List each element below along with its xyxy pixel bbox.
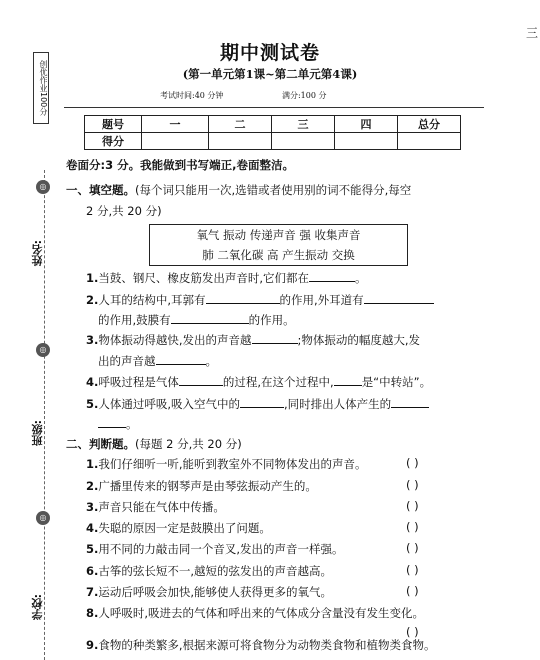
- question-number: 6.: [86, 564, 99, 578]
- question-number: 1.: [86, 457, 99, 471]
- question-text: 。: [205, 354, 217, 368]
- question-text: 失聪的原因一定是鼓膜出了问题。: [98, 521, 271, 535]
- binding-hole-icon: ◎: [36, 343, 50, 357]
- section2-heading: 二、判断题。: [66, 437, 135, 451]
- word-bank: [149, 224, 408, 266]
- question-text: 运动后呼吸会加快,能够使人获得更多的氧气。: [98, 585, 333, 599]
- judge-item-9: [86, 637, 436, 653]
- judge-item-4: [86, 520, 271, 536]
- question-text: 出的声音越: [98, 354, 156, 368]
- binding-hole-icon: ◎: [36, 511, 50, 525]
- answer-paren[interactable]: ( ): [406, 541, 419, 555]
- answer-blank[interactable]: [156, 353, 206, 365]
- question-3-cont: [98, 353, 217, 369]
- answer-paren[interactable]: ( ): [406, 478, 419, 492]
- section2-header: [66, 436, 242, 452]
- question-number: 5.: [86, 397, 99, 411]
- class-label: 班级:: [31, 420, 44, 447]
- section1-instruction-cont: 2 分,共 20 分): [86, 204, 162, 218]
- score-table-header-row: [85, 116, 461, 133]
- score-cell[interactable]: [209, 133, 272, 150]
- question-text: 的过程,在这个过程中,: [222, 375, 334, 389]
- question-text: 用不同的力敲击同一个音叉,发出的声音一样强。: [98, 542, 344, 556]
- question-4: [86, 374, 431, 390]
- answer-blank[interactable]: [179, 374, 223, 386]
- table-cell: 总分: [398, 116, 461, 133]
- question-number: 8.: [86, 606, 99, 620]
- section1-heading: 一、填空题。: [66, 183, 135, 197]
- name-label: 姓名:: [31, 240, 44, 267]
- question-text: 的作用,鼓膜有: [98, 313, 171, 327]
- question-text: 当鼓、钢尺、橡皮筋发出声音时,它们都在: [98, 271, 310, 285]
- question-text: 呼吸过程是气体: [98, 375, 179, 389]
- answer-blank[interactable]: [364, 292, 434, 304]
- question-5: [86, 396, 429, 412]
- question-text: ;物体振动的幅度越大,发: [297, 333, 421, 347]
- question-number: 7.: [86, 585, 99, 599]
- table-cell: 三: [272, 116, 335, 133]
- answer-paren[interactable]: ( ): [406, 520, 419, 534]
- section1-header: [66, 182, 411, 198]
- answer-paren[interactable]: ( ): [406, 456, 419, 470]
- answer-blank[interactable]: [391, 396, 429, 408]
- answer-blank[interactable]: [171, 312, 249, 324]
- page-title: 期中测试卷: [219, 42, 320, 64]
- judge-item-3: [86, 499, 225, 515]
- judge-item-8: [86, 605, 424, 621]
- question-number: 5.: [86, 542, 99, 556]
- school-label: 学校:: [31, 594, 44, 621]
- answer-blank[interactable]: [334, 374, 362, 386]
- question-number: 2.: [86, 293, 99, 307]
- score-cell[interactable]: [335, 133, 398, 150]
- judge-item-1: [86, 456, 367, 472]
- question-2: [86, 292, 434, 308]
- question-5-cont: [98, 416, 138, 432]
- answer-paren[interactable]: ( ): [406, 563, 419, 577]
- section2-instruction: (每题 2 分,共 20 分): [135, 437, 242, 451]
- question-3: [86, 332, 420, 348]
- answer-blank[interactable]: [206, 292, 280, 304]
- judge-item-5: [86, 541, 344, 557]
- score-cell[interactable]: [272, 133, 335, 150]
- binding-hole-icon: ◎: [36, 180, 50, 194]
- question-text: 食物的种类繁多,根据来源可将食物分为动物类食物和植物类食物。: [98, 638, 436, 652]
- judge-item-7: [86, 584, 332, 600]
- question-number: 9.: [86, 638, 99, 652]
- score-table-row: [85, 133, 461, 150]
- question-number: 4.: [86, 521, 99, 535]
- question-text: 人耳的结构中,耳郭有: [98, 293, 206, 307]
- page-subtitle: (第一单元第1课~第二单元第4课): [182, 67, 358, 81]
- corner-mark: 三: [525, 26, 538, 40]
- exam-meta: [160, 90, 382, 101]
- table-cell: 得分: [85, 133, 142, 150]
- score-cell[interactable]: [142, 133, 209, 150]
- answer-paren[interactable]: ( ): [406, 499, 419, 513]
- score-cell[interactable]: [398, 133, 461, 150]
- brand-box: 创优作业100分: [33, 52, 49, 124]
- question-number: 3.: [86, 333, 99, 347]
- question-text: ,同时排出人体产生的: [284, 397, 392, 411]
- word-bank-row: 氧气 振动 传递声音 强 收集声音: [196, 228, 361, 242]
- answer-blank[interactable]: [240, 396, 284, 408]
- question-text: 物体振动得越快,发出的声音越: [98, 333, 252, 347]
- question-text: 广播里传来的钢琴声是由琴弦振动产生的。: [98, 479, 317, 493]
- judge-item-6: [86, 563, 332, 579]
- question-number: 1.: [86, 271, 99, 285]
- question-text: 我们仔细听一听,能听到教室外不同物体发出的声音。: [98, 457, 367, 471]
- question-text: 人体通过呼吸,吸入空气中的: [98, 397, 241, 411]
- question-2-cont: [98, 312, 295, 328]
- question-text: 的作用。: [248, 313, 295, 327]
- answer-blank[interactable]: [98, 416, 126, 428]
- question-number: 4.: [86, 375, 99, 389]
- question-number: 3.: [86, 500, 99, 514]
- answer-blank[interactable]: [309, 270, 355, 282]
- question-text: 古筝的弦长短不一,越短的弦发出的声音越高。: [98, 564, 333, 578]
- header-rule: [64, 107, 484, 108]
- judge-item-2: [86, 478, 317, 494]
- word-bank-row: 肺 二氧化碳 高 产生振动 交换: [202, 248, 355, 262]
- question-text: 。: [126, 417, 138, 431]
- answer-blank[interactable]: [252, 332, 298, 344]
- score-table: [84, 115, 461, 150]
- table-cell: 题号: [85, 116, 142, 133]
- table-cell: 二: [209, 116, 272, 133]
- exam-time: 考试时间:40 分钟: [160, 91, 224, 100]
- question-text: 。: [355, 271, 367, 285]
- question-number: 2.: [86, 479, 99, 493]
- answer-paren[interactable]: ( ): [406, 584, 419, 598]
- question-text: 人呼吸时,吸进去的气体和呼出来的气体成分含量没有发生变化。: [98, 606, 425, 620]
- table-cell: 一: [142, 116, 209, 133]
- neatness-note: 卷面分:3 分。我能做到书写端正,卷面整洁。: [66, 158, 294, 172]
- question-1: [86, 270, 367, 286]
- table-cell: 四: [335, 116, 398, 133]
- answer-paren[interactable]: ( ): [406, 625, 419, 639]
- question-text: 声音只能在气体中传播。: [98, 500, 225, 514]
- section1-instruction: (每个词只能用一次,选错或者使用别的词不能得分,每空: [135, 183, 412, 197]
- question-text: 的作用,外耳道有: [279, 293, 364, 307]
- question-text: 是“中转站”。: [361, 375, 432, 389]
- full-score: 满分:100 分: [281, 91, 327, 100]
